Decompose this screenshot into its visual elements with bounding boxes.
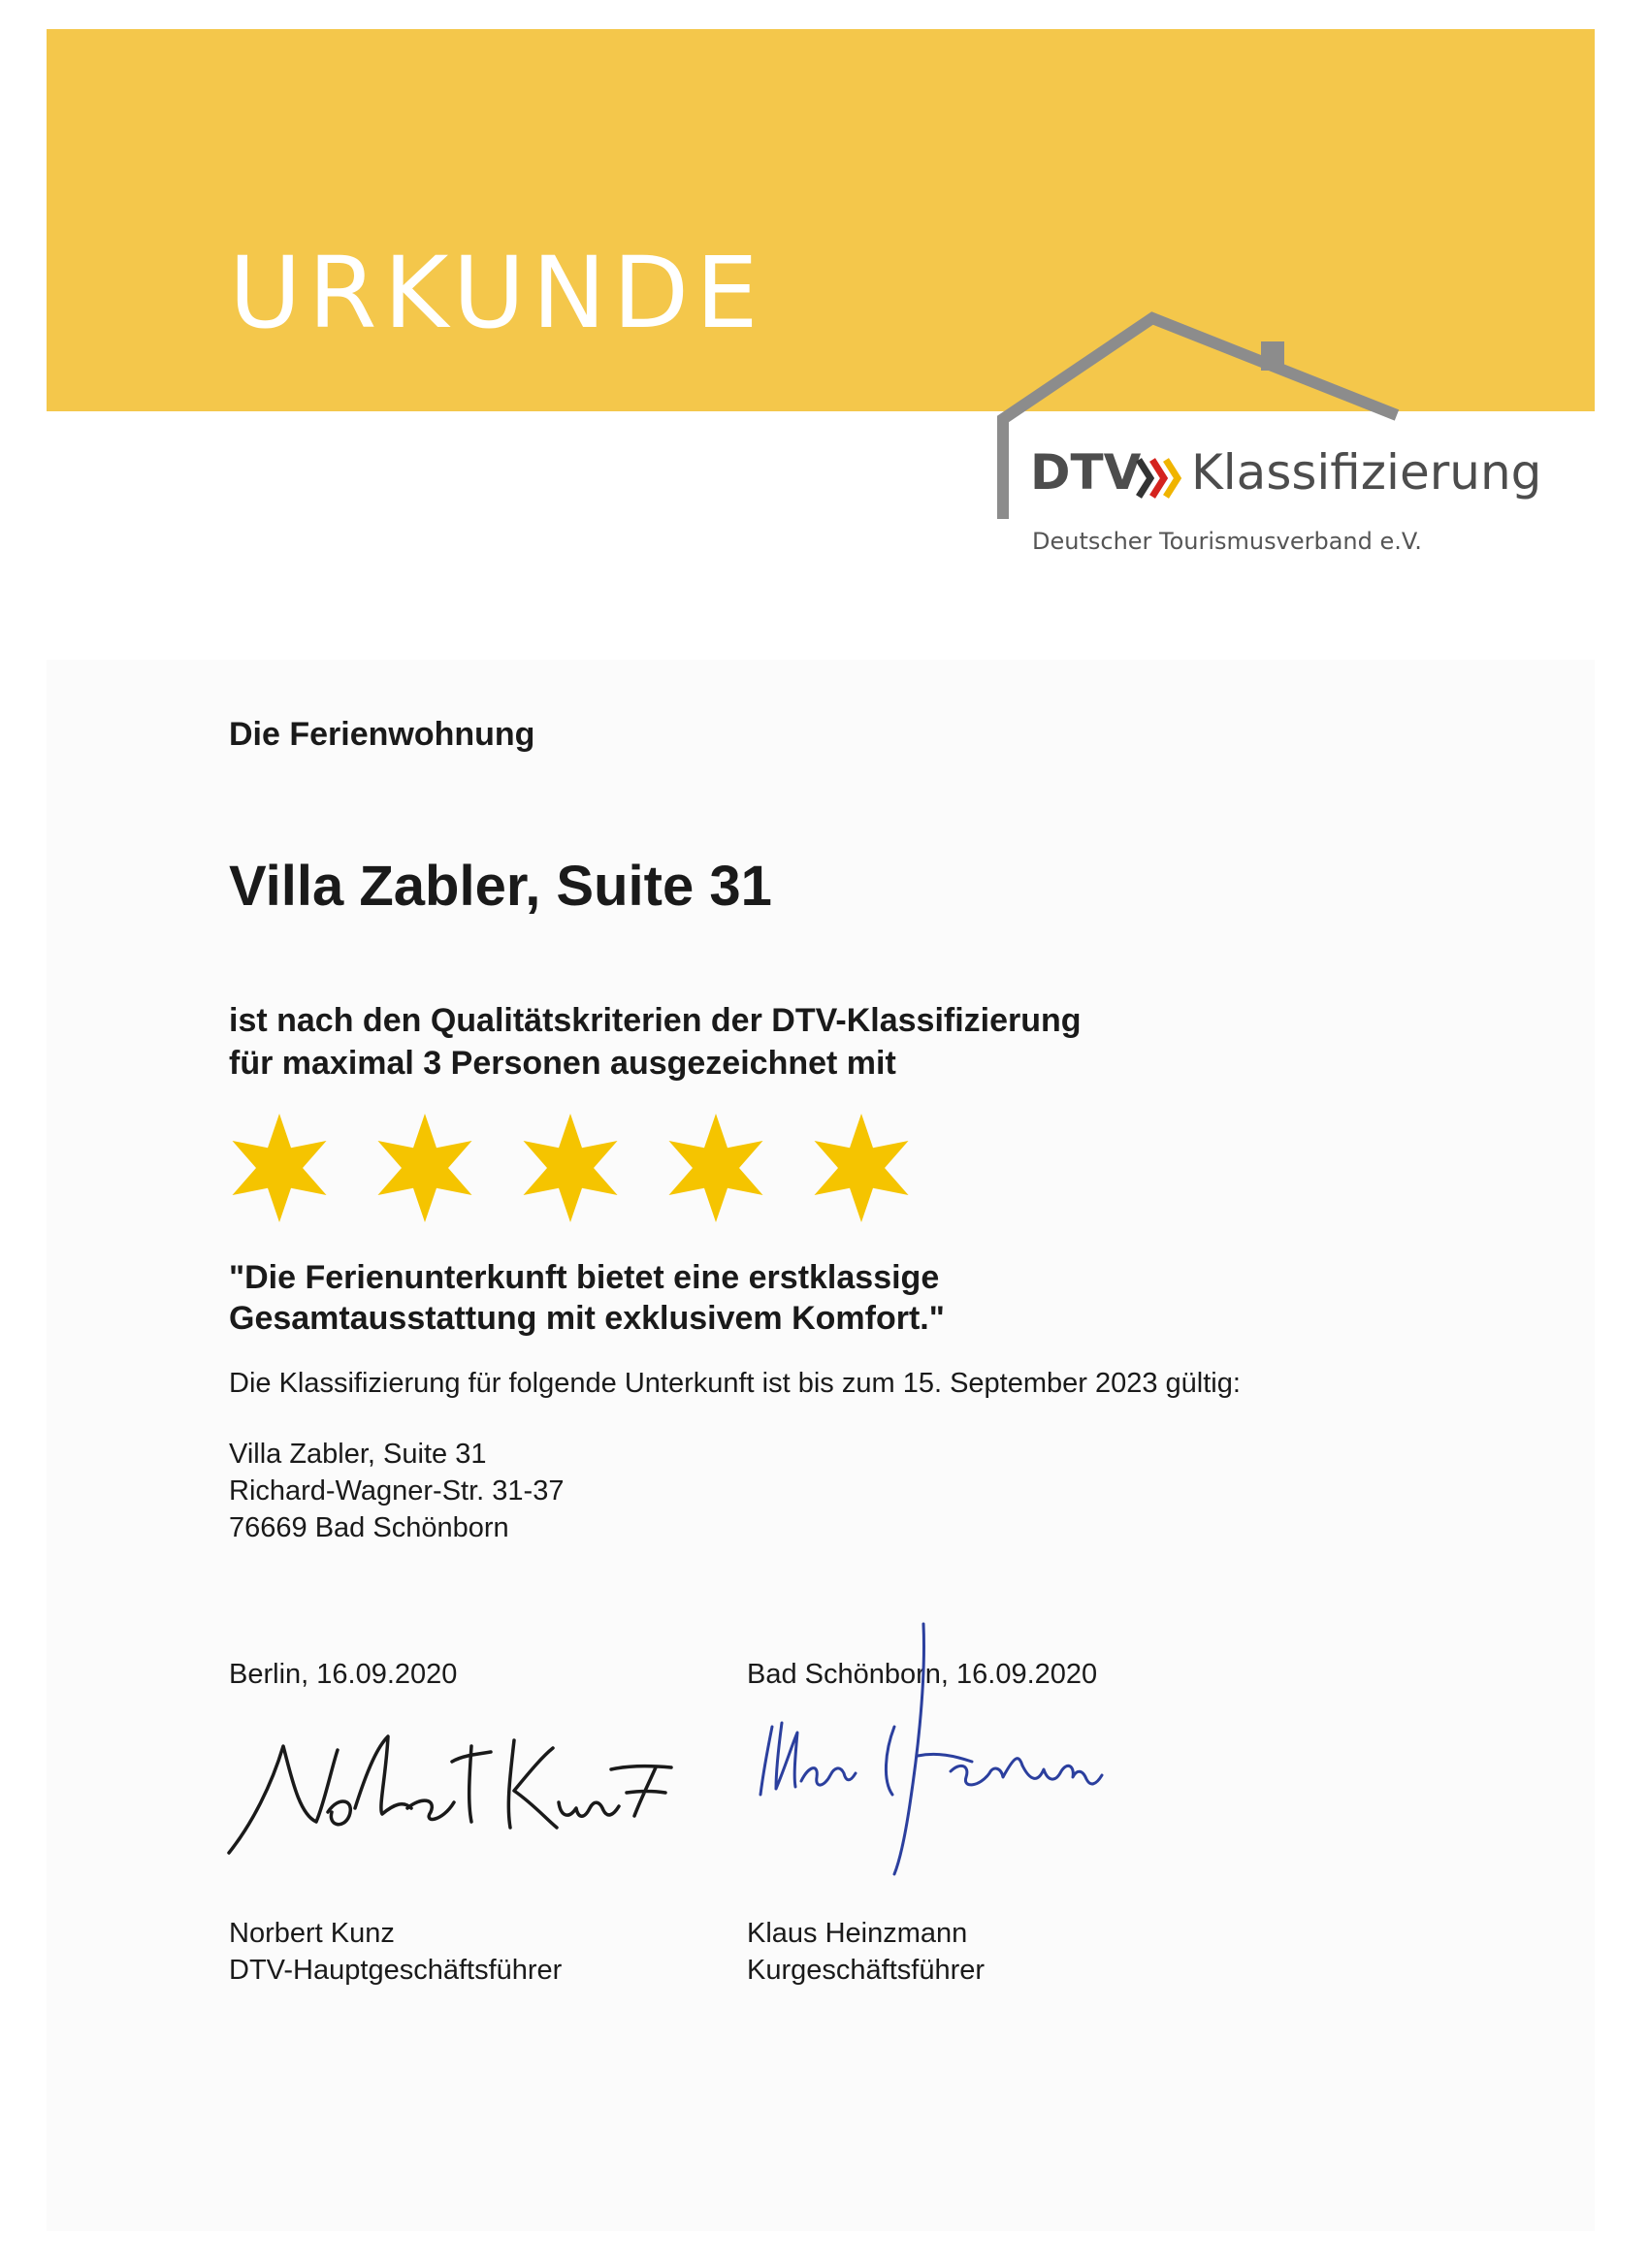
place-date-right: Bad Schönborn, 16.09.2020 (747, 1659, 1098, 1690)
validity-text: Die Klassifizierung für folgende Unterkunft ist bis zum 15. September 2023 gültig: (229, 1368, 1241, 1399)
signer-right (747, 1915, 985, 1989)
property-address (229, 1436, 564, 1546)
logo-subtitle: Deutscher Tourismusverband e.V. (1032, 528, 1422, 555)
star-icon (524, 1114, 618, 1222)
star-icon (815, 1114, 909, 1222)
criteria-text (229, 999, 1082, 1085)
star-rating (225, 1114, 933, 1222)
signer-right-name: Klaus Heinzmann (747, 1918, 968, 1949)
star-icon (669, 1114, 763, 1222)
signer-left-role: DTV-Hauptgeschäftsführer (229, 1955, 563, 1986)
signer-left (229, 1915, 562, 1989)
logo-klassifizierung: Klassifizierung (1191, 444, 1542, 501)
property-type: Die Ferienwohnung (229, 716, 535, 753)
quote-line-2: Gesamtausstattung mit exklusivem Komfort." (229, 1300, 945, 1337)
place-date-left: Berlin, 16.09.2020 (229, 1659, 458, 1690)
signer-left-name: Norbert Kunz (229, 1918, 395, 1949)
address-line-1: Villa Zabler, Suite 31 (229, 1439, 487, 1470)
chevron-logo-icon (1135, 454, 1185, 502)
criteria-line-1: ist nach den Qualitätskriterien der DTV-Klassifizierung (229, 1002, 1082, 1039)
property-name: Villa Zabler, Suite 31 (229, 855, 772, 918)
rating-quote (229, 1257, 945, 1339)
star-icon (378, 1114, 472, 1222)
signer-right-role: Kurgeschäftsführer (747, 1955, 986, 1986)
star-icon (233, 1114, 327, 1222)
certificate-title: URKUNDE (229, 236, 765, 351)
address-line-2: Richard-Wagner-Str. 31-37 (229, 1475, 565, 1507)
criteria-line-2: für maximal 3 Personen ausgezeichnet mit (229, 1045, 896, 1082)
quote-line-1: "Die Ferienunterkunft bietet eine erstklassige (229, 1259, 940, 1296)
address-line-3: 76669 Bad Schönborn (229, 1512, 509, 1543)
logo-dtv: DTV (1030, 444, 1142, 501)
header-banner (47, 29, 1595, 411)
